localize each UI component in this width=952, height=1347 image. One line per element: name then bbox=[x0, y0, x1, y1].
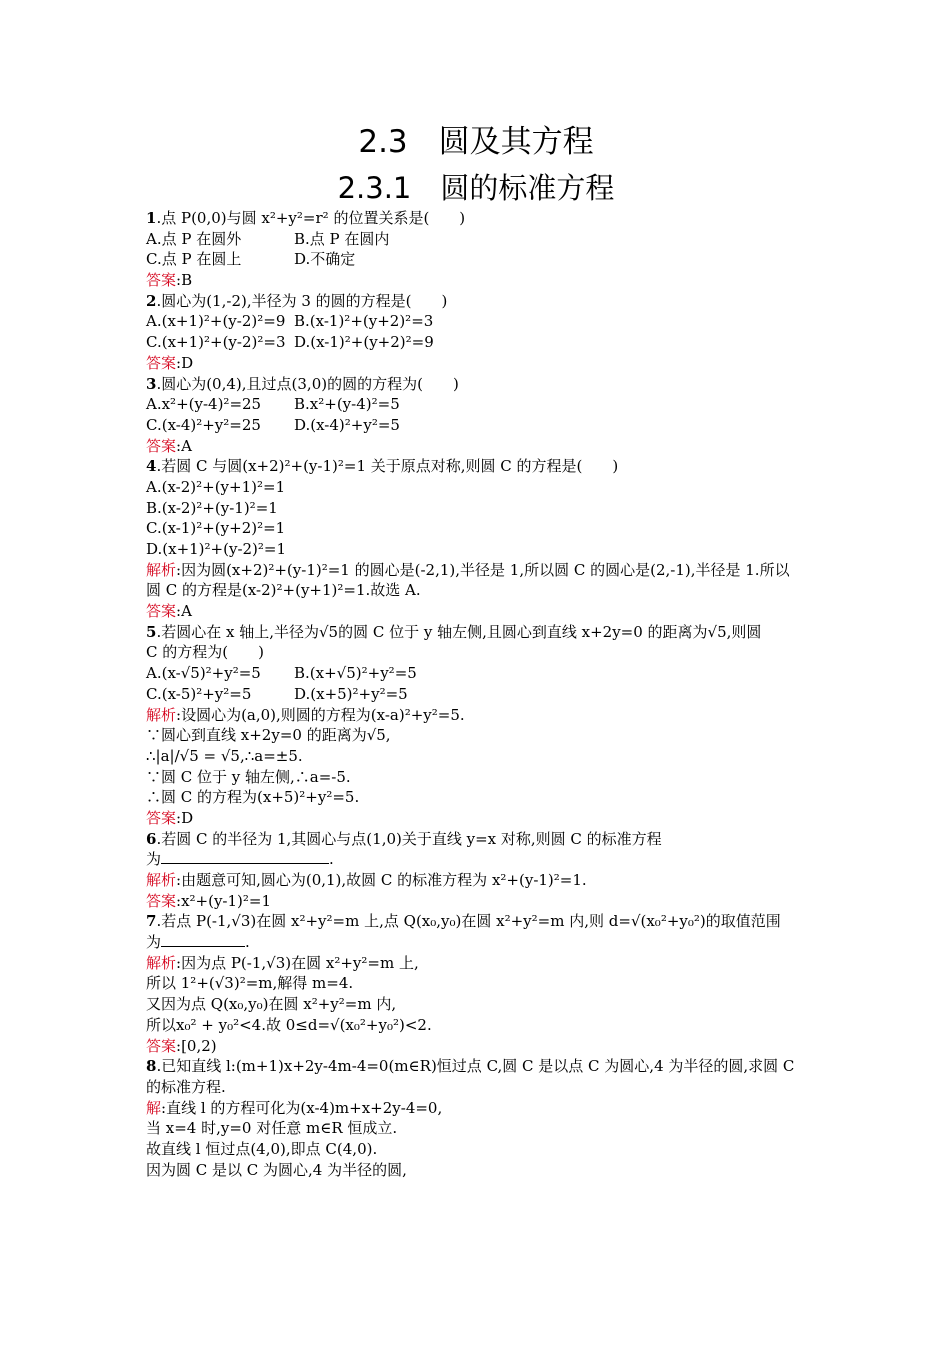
text-line bbox=[146, 725, 816, 746]
line-text: ∵圆心到直线 x+2y=0 的距离为√5, bbox=[146, 726, 391, 745]
option-row bbox=[146, 332, 816, 353]
line-text: ∵圆 C 位于 y 轴左侧,∴a=-5. bbox=[146, 767, 351, 786]
option: B.(x+√5)²+y²=5 bbox=[294, 664, 417, 683]
text-line bbox=[146, 973, 816, 994]
option-row bbox=[146, 684, 816, 705]
answer-blank bbox=[161, 932, 245, 947]
question-number: 7 bbox=[146, 912, 157, 931]
option: A.(x-√5)²+y²=5 bbox=[146, 664, 261, 683]
line-text: 的标准方程. bbox=[146, 1077, 226, 1096]
text-line bbox=[146, 539, 816, 560]
answer-line bbox=[146, 1098, 816, 1119]
line-text: C.(x-1)²+(y+2)²=1 bbox=[146, 519, 286, 538]
question-number: 4 bbox=[146, 457, 157, 476]
answer-label: 答案 bbox=[146, 808, 177, 827]
answer-text: :直线 l 的方程可化为(x-4)m+x+2y-4=0, bbox=[161, 1098, 443, 1117]
option: C.点 P 在圆上 bbox=[146, 250, 242, 269]
line-text: ∴圆 C 的方程为(x+5)²+y²=5. bbox=[146, 788, 360, 807]
question-line bbox=[146, 456, 816, 477]
answer-text: :D bbox=[176, 353, 194, 372]
question-line bbox=[146, 911, 816, 932]
question-line bbox=[146, 829, 816, 850]
text-line bbox=[146, 642, 816, 663]
question-number: 8 bbox=[146, 1057, 157, 1076]
fill-blank-line bbox=[146, 849, 816, 870]
answer-label: 解析 bbox=[146, 560, 177, 579]
answer-line bbox=[146, 953, 816, 974]
text-line bbox=[146, 1160, 816, 1181]
blank-suffix: . bbox=[245, 933, 250, 952]
answer-line bbox=[146, 891, 816, 912]
answer-line bbox=[146, 436, 816, 457]
answer-line bbox=[146, 353, 816, 374]
question-line bbox=[146, 622, 816, 643]
answer-text: :[0,2) bbox=[176, 1036, 217, 1055]
answer-line bbox=[146, 270, 816, 291]
text-line bbox=[146, 477, 816, 498]
answer-label: 解析 bbox=[146, 871, 177, 889]
option-row bbox=[146, 663, 816, 684]
blank-suffix: . bbox=[329, 850, 334, 869]
answer-text: :A bbox=[176, 436, 192, 455]
answer-line bbox=[146, 560, 816, 581]
answer-label: 解析 bbox=[146, 953, 177, 972]
text-line bbox=[146, 518, 816, 539]
answer-label: 解析 bbox=[146, 705, 177, 724]
question-text: .若圆心在 x 轴上,半径为√5的圆 C 位于 y 轴左侧,且圆心到直线 x+2y=0 的距离为√5,则圆 bbox=[156, 622, 762, 641]
answer-blank bbox=[161, 849, 329, 864]
question-text: .若圆 C 的半径为 1,其圆心与点(1,0)关于直线 y=x 对称,则圆 C 的标准方程 bbox=[156, 829, 662, 848]
option: B.x²+(y-4)²=5 bbox=[294, 395, 400, 414]
option: D.(x-1)²+(y+2)²=9 bbox=[294, 333, 434, 352]
question-text: .已知直线 l:(m+1)x+2y-4m-4=0(m∈R)恒过点 C,圆 C 是以点 C 为圆心,4 为半径的圆,求圆 C bbox=[156, 1057, 795, 1076]
option: D.(x-4)²+y²=5 bbox=[294, 415, 400, 434]
question-line bbox=[146, 374, 816, 395]
blank-prefix: 为 bbox=[146, 850, 162, 869]
option-row bbox=[146, 415, 816, 436]
line-text: 所以 1²+(√3)²=m,解得 m=4. bbox=[146, 974, 354, 993]
option-row bbox=[146, 394, 816, 415]
answer-line bbox=[146, 808, 816, 829]
option: C.(x-4)²+y²=25 bbox=[146, 415, 261, 434]
answer-text: :因为点 P(-1,√3)在圆 x²+y²=m 上, bbox=[176, 953, 419, 972]
text-line bbox=[146, 1077, 816, 1098]
question-number: 6 bbox=[146, 829, 157, 848]
line-text: ∴|a|/√5 = √5,∴a=±5. bbox=[146, 746, 303, 765]
option: D.不确定 bbox=[294, 250, 356, 269]
text-line bbox=[146, 787, 816, 808]
line-text: 所以x₀² + y₀²<4.故 0≤d=√(x₀²+y₀²)<2. bbox=[146, 1015, 432, 1034]
answer-label: 答案 bbox=[146, 602, 177, 621]
question-text: .若点 P(-1,√3)在圆 x²+y²=m 上,点 Q(x₀,y₀)在圆 x²+y²=m 内,则 d=√(x₀²+y₀²)的取值范围 bbox=[156, 912, 781, 931]
text-line bbox=[146, 498, 816, 519]
answer-label: 答案 bbox=[146, 271, 177, 290]
question-line bbox=[146, 208, 816, 229]
answer-line bbox=[146, 1036, 816, 1057]
fill-blank-line bbox=[146, 932, 816, 953]
line-text: 又因为点 Q(x₀,y₀)在圆 x²+y²=m 内, bbox=[146, 995, 397, 1014]
answer-label: 答案 bbox=[146, 1036, 177, 1055]
text-line bbox=[146, 767, 816, 788]
question-text: .圆心为(1,-2),半径为 3 的圆的方程是( ) bbox=[156, 291, 448, 310]
line-text: 当 x=4 时,y=0 对任意 m∈R 恒成立. bbox=[146, 1119, 398, 1138]
option-row bbox=[146, 249, 816, 270]
question-number: 5 bbox=[146, 622, 157, 641]
option: C.(x-5)²+y²=5 bbox=[146, 684, 252, 703]
line-text: D.(x+1)²+(y-2)²=1 bbox=[146, 540, 287, 558]
question-text: .若圆 C 与圆(x+2)²+(y-1)²=1 关于原点对称,则圆 C 的方程是( ) bbox=[156, 457, 619, 476]
answer-text: :因为圆(x+2)²+(y-1)²=1 的圆心是(-2,1),半径是 1,所以圆 C 的圆心是(2,-1),半径是 1.所以 bbox=[176, 560, 790, 579]
answer-text: :B bbox=[176, 271, 193, 290]
text-line bbox=[146, 1118, 816, 1139]
line-text: 因为圆 C 是以 C 为圆心,4 为半径的圆, bbox=[146, 1160, 407, 1179]
option-row bbox=[146, 229, 816, 250]
answer-text: :由题意可知,圆心为(0,1),故圆 C 的标准方程为 x²+(y-1)²=1. bbox=[176, 871, 587, 889]
text-line bbox=[146, 994, 816, 1015]
option: B.(x-1)²+(y+2)²=3 bbox=[294, 312, 434, 331]
option-row bbox=[146, 311, 816, 332]
line-text: C 的方程为( ) bbox=[146, 643, 264, 662]
answer-label: 答案 bbox=[146, 891, 177, 910]
line-text: 圆 C 的方程是(x-2)²+(y+1)²=1.故选 A. bbox=[146, 581, 421, 600]
text-line bbox=[146, 1139, 816, 1160]
question-line bbox=[146, 1056, 816, 1077]
line-text: 故直线 l 恒过点(4,0),即点 C(4,0). bbox=[146, 1139, 378, 1158]
option: B.点 P 在圆内 bbox=[294, 229, 390, 248]
subsection-title: 2.3.1 圆的标准方程 bbox=[337, 171, 615, 205]
option: D.(x+5)²+y²=5 bbox=[294, 684, 408, 703]
line-text: A.(x-2)²+(y+1)²=1 bbox=[146, 477, 286, 496]
answer-text: :设圆心为(a,0),则圆的方程为(x-a)²+y²=5. bbox=[176, 705, 465, 724]
answer-text: :D bbox=[176, 808, 194, 827]
text-line bbox=[146, 1015, 816, 1036]
question-line bbox=[146, 291, 816, 312]
section-title: 2.3 圆及其方程 bbox=[358, 124, 594, 160]
answer-label: 答案 bbox=[146, 436, 177, 455]
question-text: .圆心为(0,4),且过点(3,0)的圆的方程为( ) bbox=[156, 374, 459, 393]
text-line bbox=[146, 580, 816, 601]
option: A.点 P 在圆外 bbox=[146, 229, 242, 248]
answer-line bbox=[146, 601, 816, 622]
question-number: 2 bbox=[146, 291, 157, 310]
answer-line bbox=[146, 870, 816, 891]
answer-text: :x²+(y-1)²=1 bbox=[176, 891, 272, 910]
option: C.(x+1)²+(y-2)²=3 bbox=[146, 333, 286, 352]
answer-text: :A bbox=[176, 602, 192, 621]
question-number: 3 bbox=[146, 374, 157, 393]
blank-prefix: 为 bbox=[146, 933, 162, 952]
question-number: 1 bbox=[146, 209, 157, 227]
text-line bbox=[146, 746, 816, 767]
answer-label: 解 bbox=[146, 1098, 162, 1117]
answer-label: 答案 bbox=[146, 353, 177, 372]
question-text: .点 P(0,0)与圆 x²+y²=r² 的位置关系是( ) bbox=[156, 209, 466, 227]
answer-line bbox=[146, 705, 816, 726]
line-text: B.(x-2)²+(y-1)²=1 bbox=[146, 498, 278, 517]
option: A.x²+(y-4)²=25 bbox=[146, 395, 262, 414]
problem-content bbox=[146, 208, 816, 1180]
option: A.(x+1)²+(y-2)²=9 bbox=[146, 312, 286, 331]
